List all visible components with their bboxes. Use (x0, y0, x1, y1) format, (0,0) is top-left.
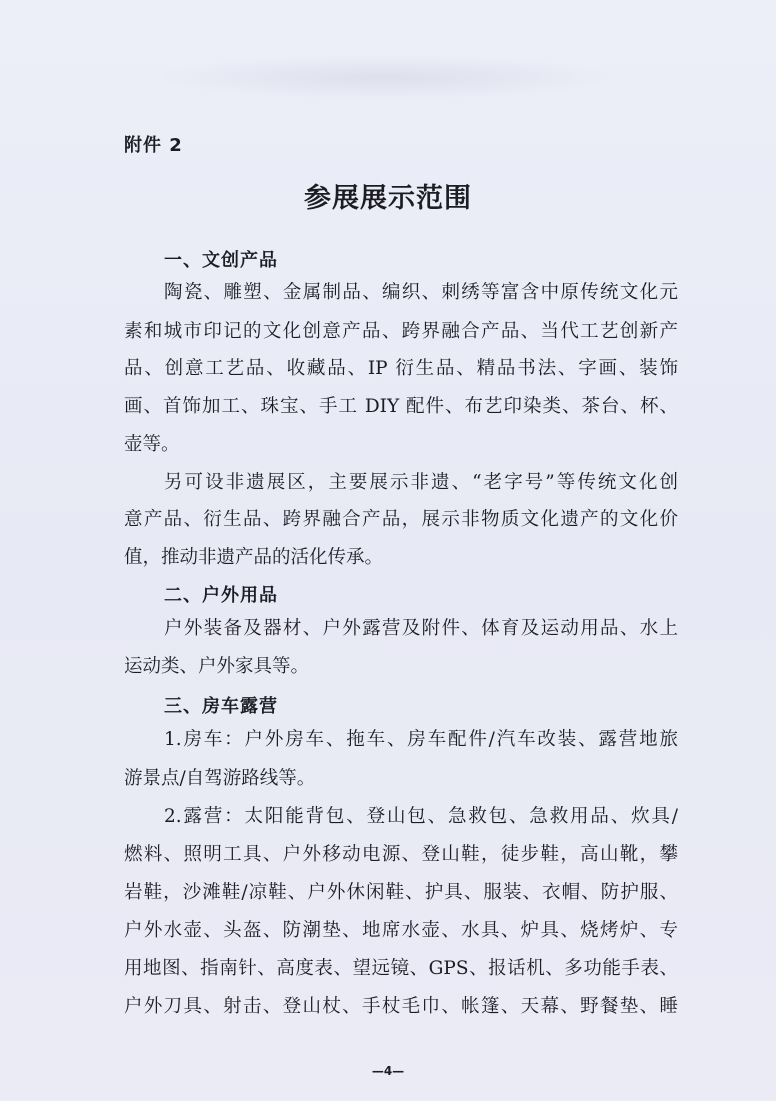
paragraph-line: 燃料、照明工具、户外移动电源、登山鞋，徒步鞋，高山靴，攀 (124, 844, 678, 865)
paragraph-line: 岩鞋，沙滩鞋/凉鞋、户外休闲鞋、护具、服装、衣帽、防护服、 (124, 882, 678, 903)
scan-bleed-through (150, 55, 620, 100)
paragraph-line: 陶瓷、雕塑、金属制品、编织、刺绣等富含中原传统文化元 (164, 282, 678, 303)
paragraph-line: 壶等。 (124, 434, 180, 455)
paragraph-line: 运动类、户外家具等。 (124, 656, 310, 677)
paragraph-line: 用地图、指南针、高度表、望远镜、GPS、报话机、多功能手表、 (124, 958, 678, 979)
paragraph-line: 2.露营：太阳能背包、登山包、急救包、急救用品、炊具/ (164, 806, 678, 827)
section-heading-outdoor-goods: 二、户外用品 (164, 585, 278, 606)
paragraph-line: 值，推动非遗产品的活化传承。 (124, 547, 384, 568)
page-number: —4— (371, 1064, 405, 1078)
paragraph-line: 意产品、衍生品、跨界融合产品，展示非物质文化遗产的文化价 (124, 509, 678, 530)
section-heading-cultural-products: 一、文创产品 (164, 250, 278, 271)
paragraph-line: 1.房车：户外房车、拖车、房车配件/汽车改装、露营地旅 (164, 729, 678, 750)
paragraph-line: 素和城市印记的文化创意产品、跨界融合产品、当代工艺创新产 (124, 321, 678, 342)
paragraph-line: 品、创意工艺品、收藏品、IP 衍生品、精品书法、字画、装饰 (124, 358, 678, 379)
section-heading-rv-camping: 三、房车露营 (164, 696, 278, 717)
paragraph-line: 户外装备及器材、户外露营及附件、体育及运动用品、水上 (164, 618, 678, 639)
paragraph-line: 游景点/自驾游路线等。 (124, 768, 316, 789)
paragraph-line: 另可设非遗展区，主要展示非遗、“老字号”等传统文化创 (164, 472, 678, 493)
document-title: 参展展示范围 (304, 183, 472, 214)
attachment-label: 附件 2 (124, 135, 183, 156)
paragraph-line: 户外刀具、射击、登山杖、手杖毛巾、帐篷、天幕、野餐垫、睡 (124, 996, 678, 1017)
paragraph-line: 画、首饰加工、珠宝、手工 DIY 配件、布艺印染类、茶台、杯、 (124, 396, 678, 417)
paragraph-line: 户外水壶、头盔、防潮垫、地席水壶、水具、炉具、烧烤炉、专 (124, 920, 678, 941)
